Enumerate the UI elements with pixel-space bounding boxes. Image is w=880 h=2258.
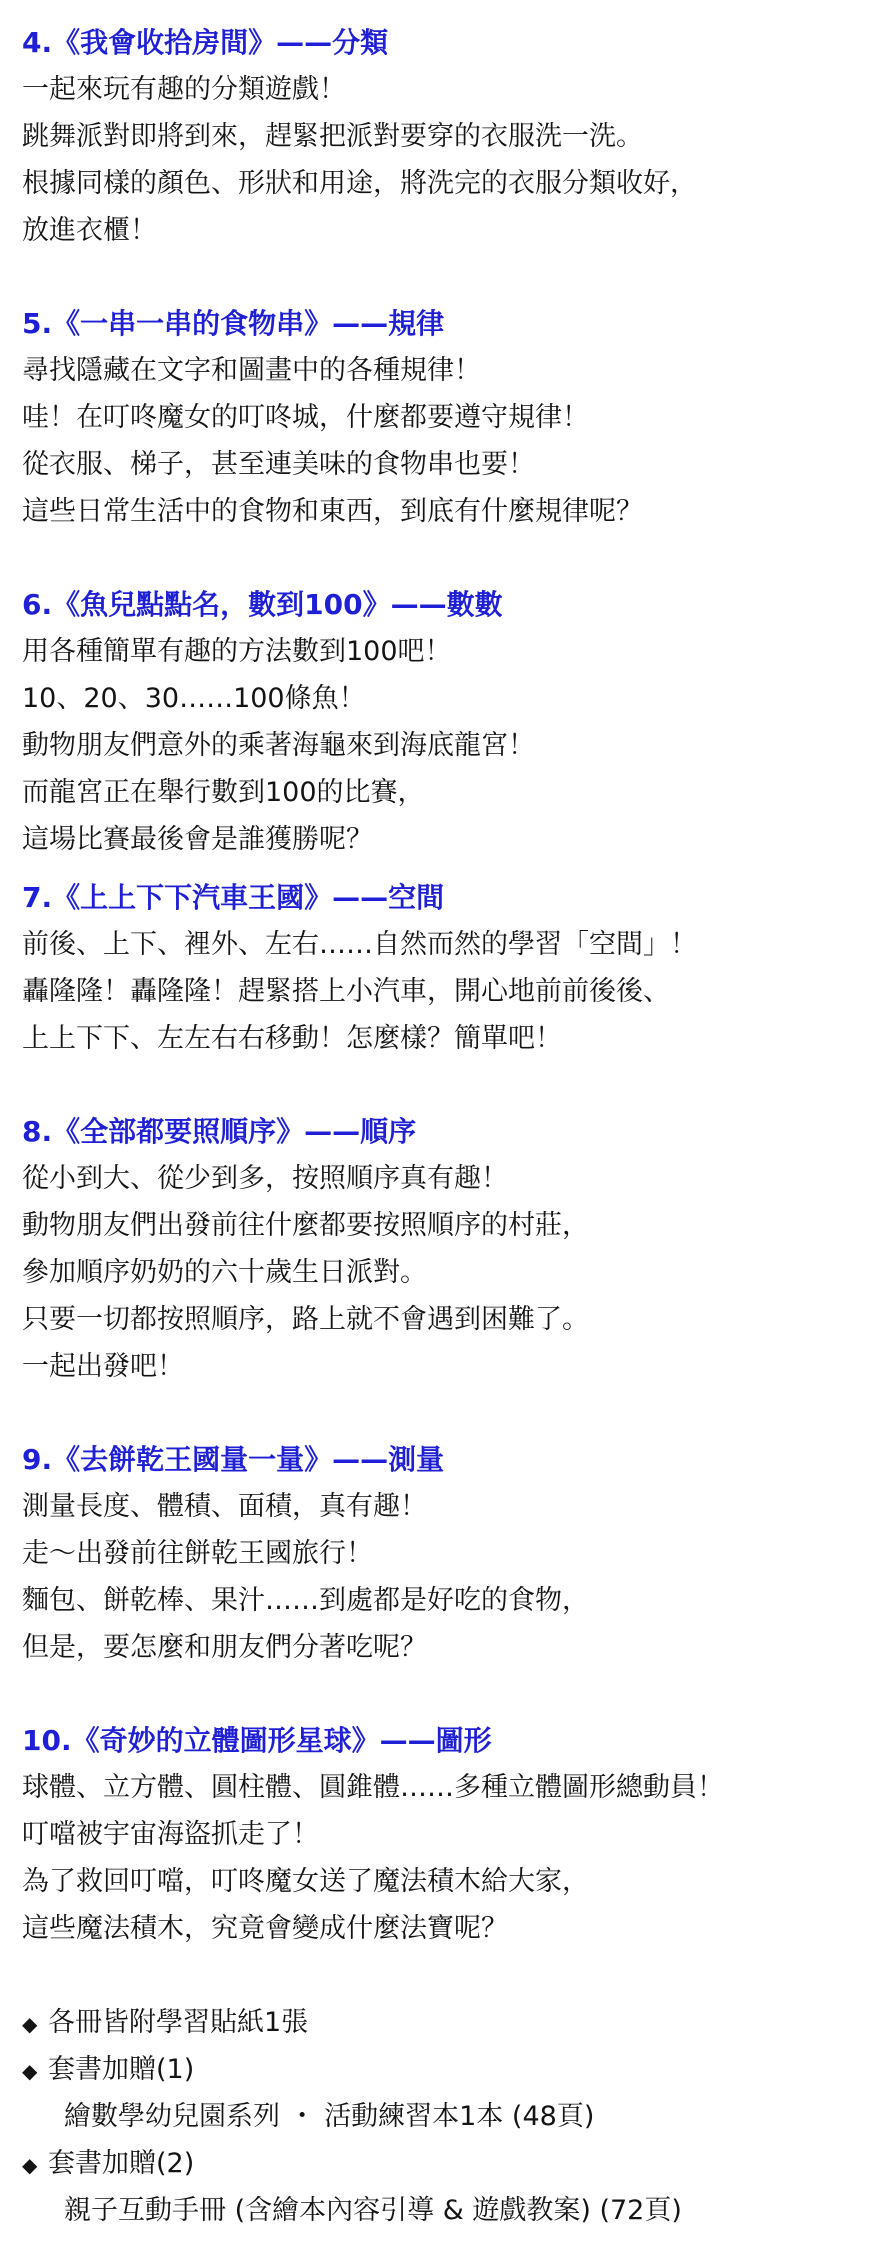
list-item-text: 套書加贈(1) [48,2054,195,2085]
spacer [22,254,880,301]
section-line: 而龍宮正在舉行數到100的比賽， [22,777,425,808]
section-line: 這些魔法積木，究竟會變成什麼法寶呢？ [22,1913,508,1944]
section-line: 放進衣櫃！ [22,215,157,246]
section-title: 9.《去餅乾王國量一量》——測量 [22,1443,445,1476]
bonus-list [22,1999,880,2234]
section-line: 用各種簡單有趣的方法數到100吧！ [22,636,452,667]
section-6 [22,582,880,863]
section-line: 從衣服、梯子，甚至連美味的食物串也要！ [22,449,535,480]
section-line: 動物朋友們意外的乘著海龜來到海底龍宮！ [22,730,535,761]
section-line: 跳舞派對即將到來，趕緊把派對要穿的衣服洗一洗。 [22,121,643,152]
section-5 [22,301,880,535]
section-line: 參加順序奶奶的六十歲生日派對。 [22,1257,427,1288]
section-line: 前後、上下、裡外、左右……自然而然的學習「空間」！ [22,929,697,960]
section-line: 叮噹被宇宙海盜抓走了！ [22,1819,319,1850]
section-title: 4.《我會收拾房間》——分類 [22,26,389,59]
spacer [22,1390,880,1437]
section-line: 根據同樣的顏色、形狀和用途，將洗完的衣服分類收好， [22,168,697,199]
section-7 [22,875,880,1062]
section-title: 5.《一串一串的食物串》——規律 [22,307,445,340]
list-item-detail: 繪數學幼兒園系列 ・ 活動練習本1本 (48頁) [64,2101,595,2132]
section-title: 8.《全部都要照順序》——順序 [22,1115,417,1148]
diamond-bullet-icon: ◆ [22,2012,38,2036]
section-line: 球體、立方體、圓柱體、圓錐體……多種立體圖形總動員！ [22,1772,724,1803]
section-line: 從小到大、從少到多，按照順序真有趣！ [22,1163,508,1194]
list-item [22,1999,880,2046]
spacer [22,1952,880,1999]
list-item-text: 套書加贈(2) [48,2148,195,2179]
section-10 [22,1718,880,1952]
section-line: 但是，要怎麼和朋友們分著吃呢？ [22,1632,427,1663]
section-line: 一起來玩有趣的分類遊戲！ [22,74,346,105]
section-9 [22,1437,880,1671]
section-line: 這場比賽最後會是誰獲勝呢？ [22,824,373,855]
section-line: 這些日常生活中的食物和東西，到底有什麼規律呢？ [22,496,643,527]
section-title: 6.《魚兒點點名，數到100》——數數 [22,588,503,621]
section-line: 只要一切都按照順序，路上就不會遇到困難了。 [22,1304,589,1335]
spacer [22,535,880,582]
section-line: 為了救回叮噹，叮咚魔女送了魔法積木給大家， [22,1866,589,1897]
section-4 [22,20,880,254]
spacer [22,1062,880,1109]
list-item [22,2046,880,2093]
section-title: 10.《奇妙的立體圖形星球》——圖形 [22,1724,492,1757]
list-item-detail: 親子互動手冊 (含繪本內容引導 & 遊戲教案) (72頁) [64,2195,682,2226]
section-line: 尋找隱藏在文字和圖畫中的各種規律！ [22,355,481,386]
list-item [22,2140,880,2187]
section-line: 麵包、餅乾棒、果汁……到處都是好吃的食物， [22,1585,589,1616]
section-line: 測量長度、體積、面積，真有趣！ [22,1491,427,1522]
section-title: 7.《上上下下汽車王國》——空間 [22,881,445,914]
diamond-bullet-icon: ◆ [22,2153,38,2177]
section-line: 10、20、30……100條魚！ [22,683,366,714]
diamond-bullet-icon: ◆ [22,2059,38,2083]
section-line: 一起出發吧！ [22,1351,184,1382]
section-line: 哇！在叮咚魔女的叮咚城，什麼都要遵守規律！ [22,402,589,433]
section-line: 動物朋友們出發前往什麼都要按照順序的村莊， [22,1210,589,1241]
spacer [22,863,880,875]
section-8 [22,1109,880,1390]
spacer [22,1671,880,1718]
section-line: 上上下下、左左右右移動！怎麼樣？簡單吧！ [22,1023,562,1054]
section-line: 轟隆隆！轟隆隆！趕緊搭上小汽車，開心地前前後後、 [22,976,670,1007]
list-item-text: 各冊皆附學習貼紙1張 [48,2007,309,2038]
section-line: 走～出發前往餅乾王國旅行！ [22,1538,373,1569]
